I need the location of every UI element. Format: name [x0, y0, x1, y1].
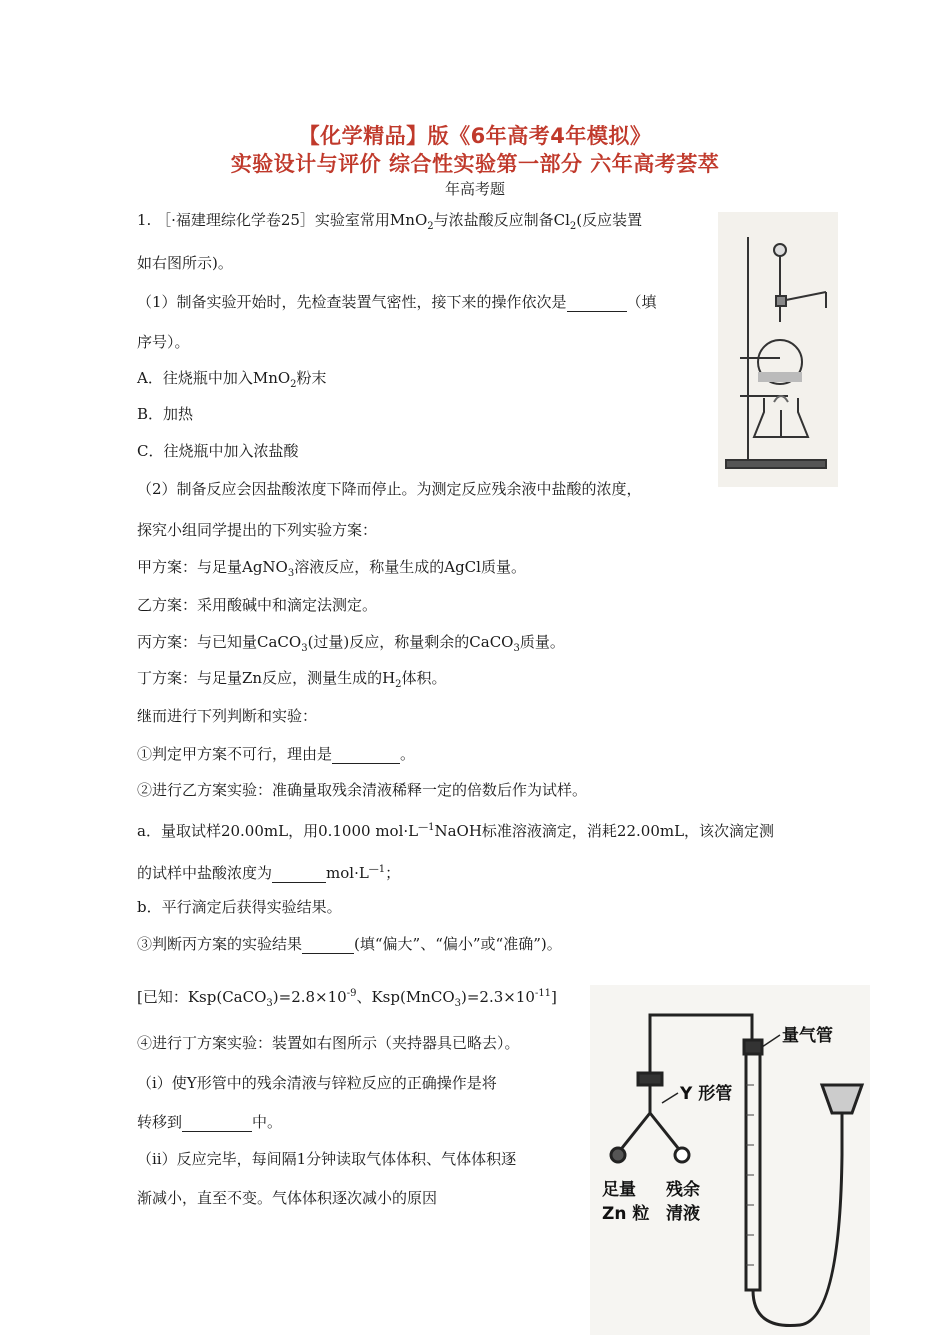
label-zn-line1: 足量	[602, 1180, 636, 1200]
step-b: b．平行滴定后获得实验结果。	[137, 898, 342, 916]
answer-blank	[182, 1115, 252, 1132]
label-liquid-line1: 残余	[666, 1180, 700, 1200]
plan-c: 丙方案：与已知量CaCO$_3$(过量)反应，称量剩余的CaCO$_3$质量。	[137, 633, 565, 654]
answer-blank	[332, 747, 400, 764]
then-text: 继而进行下列判断和实验：	[137, 707, 318, 725]
step-4: ④进行丁方案实验：装置如右图所示（夹持器具已略去）。	[137, 1034, 520, 1052]
question-intro: 1. ［·福建理综化学卷25］实验室常用MnO$_2$与浓盐酸反应制备$Cl_2$(反应装置	[137, 211, 643, 232]
part2-text-line2: 探究小组同学提出的下列实验方案：	[137, 521, 378, 539]
option-c: C．往烧瓶中加入浓盐酸	[137, 442, 299, 460]
step-3: ③判断丙方案的实验结果 (填“偏大”、“偏小”或“准确”)。	[137, 935, 562, 953]
step-i-line2: 转移到 中。	[137, 1113, 283, 1131]
y-tube-apparatus-figure	[590, 985, 870, 1335]
page-subtitle: 年高考题	[444, 180, 505, 198]
step-ii: （ii）反应完毕，每间隔1分钟读取气体体积、气体体积逐	[137, 1150, 517, 1168]
page-title-line2: 实验设计与评价 综合性实验第一部分 六年高考荟萃	[230, 152, 720, 176]
plan-a: 甲方案：与足量AgNO$_3$溶液反应，称量生成的AgCl质量。	[137, 558, 526, 579]
question-intro-line2: 如右图所示)。	[137, 254, 233, 272]
part2-text: （2）制备反应会因盐酸浓度下降而停止。为测定反应残余液中盐酸的浓度，	[137, 480, 642, 498]
step-a: a．量取试样20.00mL，用0.1000 $mol\cdot L^{—1}NaOH$标准溶液滴定，消耗22.00mL，该次滴定测	[137, 822, 775, 840]
part1-text-line2: 序号）。	[137, 333, 190, 351]
step-2: ②进行乙方案实验：准确量取残余清液稀释一定的倍数后作为试样。	[137, 781, 588, 799]
page-title-line1: 【化学精品】版《6年高考4年模拟》	[298, 124, 652, 148]
label-liquid-line2: 清液	[666, 1204, 700, 1224]
part1-text: （1）制备实验开始时，先检查装置气密性，接下来的操作依次是 （填	[137, 293, 657, 311]
plan-b: 乙方案：采用酸碱中和滴定法测定。	[137, 596, 378, 614]
answer-blank	[302, 937, 354, 954]
label-gas-tube: 量气管	[782, 1026, 833, 1046]
chlorine-apparatus-figure	[718, 212, 838, 487]
step-ii-line2: 渐减小，直至不变。气体体积逐次减小的原因	[137, 1189, 438, 1207]
answer-blank	[567, 295, 627, 312]
plan-d: 丁方案：与足量Zn反应，测量生成的$H_2$体积。	[137, 669, 447, 690]
option-a: A．往烧瓶中加入MnO$_2$粉末	[137, 369, 327, 390]
label-y-tube: Y 形管	[680, 1084, 733, 1104]
known-constants: [已知：$Ksp(CaCO_3)=2.8\times 10^{-9}$、$Ksp(MnCO_3)=2.3\times 10^{-11}$]	[137, 988, 557, 1009]
step-a-line2: 的试样中盐酸浓度为 $mol\cdot L^{—1}$；	[137, 864, 401, 882]
answer-blank	[272, 866, 326, 883]
step-i: （i）使Y形管中的残余清液与锌粒反应的正确操作是将	[137, 1074, 497, 1092]
step-1: ①判定甲方案不可行，理由是 。	[137, 745, 416, 763]
option-b: B．加热	[137, 405, 194, 423]
label-zn-line2: Zn 粒	[602, 1204, 650, 1224]
